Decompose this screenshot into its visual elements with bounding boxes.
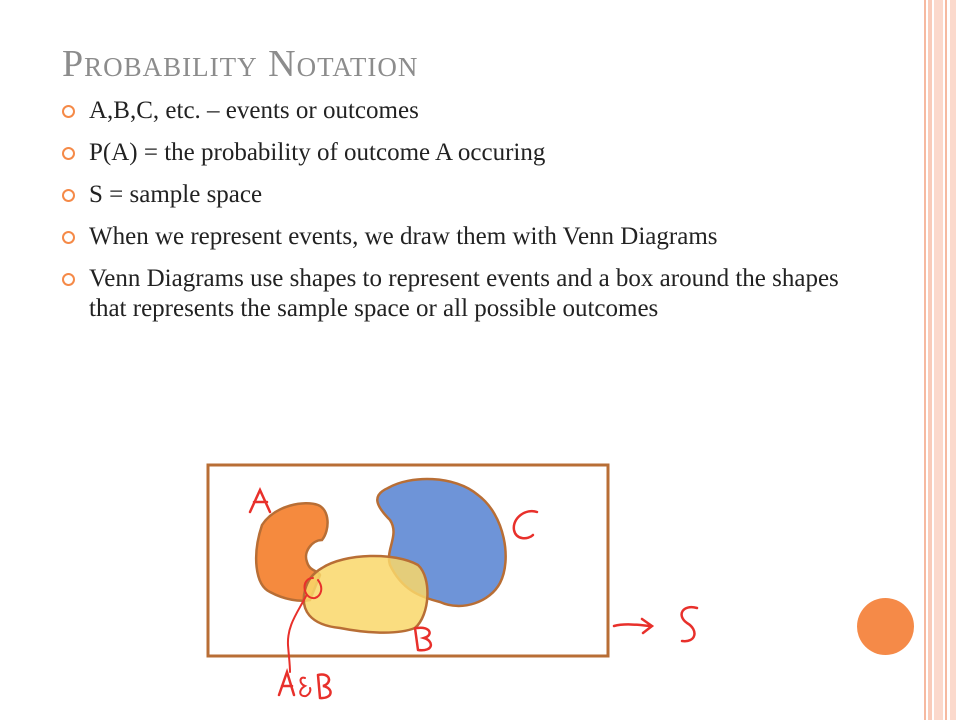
bullet-text: P(A) = the probability of outcome A occuring: [89, 139, 546, 166]
bullet-text: When we represent events, we draw them with Venn Diagrams: [89, 223, 718, 250]
label-a-handwritten: [250, 490, 270, 512]
bullet-text: S = sample space: [89, 181, 263, 208]
label-b-handwritten: [415, 628, 431, 651]
bullet-text: Venn Diagrams use shapes to represent events and a box around the shapes that represents the sample space or all possible outcomes: [89, 265, 839, 322]
label-s-handwritten: [682, 607, 697, 641]
label-ab-b: [318, 674, 331, 698]
decorative-orange-circle: [857, 598, 914, 655]
bullet-text: A,B,C, etc. – events or outcomes: [89, 97, 419, 124]
slide-title: Probability Notation: [62, 43, 419, 85]
arrow-to-s: [614, 619, 652, 633]
label-c-handwritten: [514, 511, 537, 538]
label-ab-ampersand: [300, 678, 310, 696]
event-b-shape: [304, 556, 428, 633]
label-ab-a: [279, 672, 294, 695]
